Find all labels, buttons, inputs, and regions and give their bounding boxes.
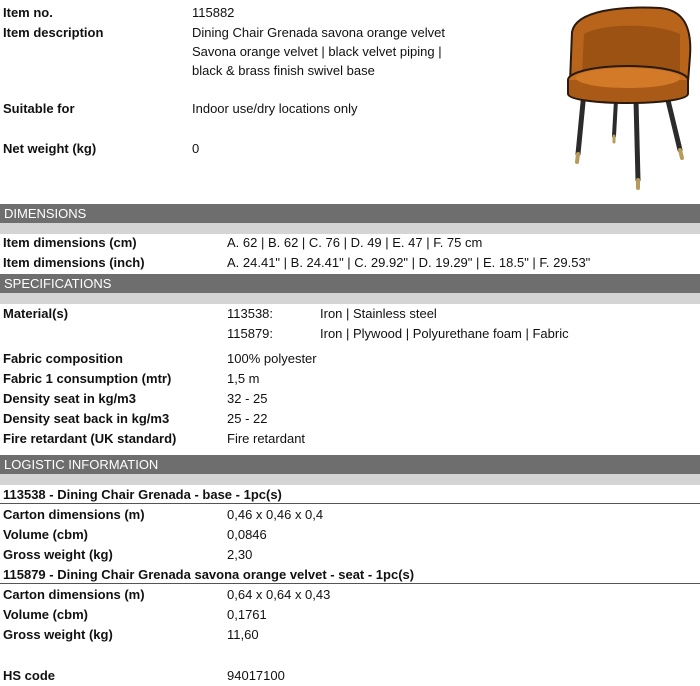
package-title: 113538 - Dining Chair Grenada - base - 1pc(s)	[3, 487, 282, 502]
spec-label: Density seat in kg/m3	[3, 391, 136, 406]
logistic-value: 0,0846	[227, 527, 267, 542]
dimensions-header-divider	[0, 223, 700, 234]
dimensions-inch-label: Item dimensions (inch)	[3, 255, 145, 270]
materials-label: Material(s)	[3, 306, 69, 321]
logistic-label: Gross weight (kg)	[3, 627, 113, 642]
spec-label: Fabric 1 consumption (mtr)	[3, 371, 172, 386]
specifications-header-divider	[0, 293, 700, 304]
logistic-label: Volume (cbm)	[3, 607, 88, 622]
hs-code-label: HS code	[3, 668, 56, 683]
hs-code-value: 94017100	[227, 668, 285, 683]
net-weight-value: 0	[192, 141, 200, 156]
item-no-label: Item no.	[3, 5, 53, 20]
item-description-line-3: black & brass finish swivel base	[192, 63, 375, 78]
chair-image-icon	[556, 4, 696, 192]
suitable-for-label: Suitable for	[3, 101, 75, 116]
dimensions-section-header: DIMENSIONS	[0, 204, 700, 223]
item-no-value: 115882	[192, 5, 235, 20]
logistic-label: Volume (cbm)	[3, 527, 88, 542]
spec-value: 100% polyester	[227, 351, 317, 366]
package-divider	[0, 503, 700, 504]
spec-label: Density seat back in kg/m3	[3, 411, 170, 426]
item-description-label: Item description	[3, 25, 104, 40]
dimensions-inch-value: A. 24.41" | B. 24.41" | C. 29.92" | D. 19.29" | E. 18.5" | F. 29.53"	[227, 255, 591, 270]
specifications-section-header: SPECIFICATIONS	[0, 274, 700, 293]
dimensions-cm-label: Item dimensions (cm)	[3, 235, 137, 250]
material-code: 115879:	[227, 326, 274, 341]
spec-value: 1,5 m	[227, 371, 260, 386]
package-divider	[0, 583, 700, 584]
logistic-label: Gross weight (kg)	[3, 547, 113, 562]
logistic-value: 11,60	[227, 627, 259, 642]
spec-value: 25 - 22	[227, 411, 268, 426]
spec-value: Fire retardant	[227, 431, 306, 446]
spec-value: 32 - 25	[227, 391, 268, 406]
spec-label: Fabric composition	[3, 351, 123, 366]
spec-label: Fire retardant (UK standard)	[3, 431, 177, 446]
net-weight-label: Net weight (kg)	[3, 141, 97, 156]
item-description-line-1: Dining Chair Grenada savona orange velvet	[192, 25, 445, 40]
material-code: 113538:	[227, 306, 274, 321]
logistic-value: 2,30	[227, 547, 253, 562]
dimensions-cm-value: A. 62 | B. 62 | C. 76 | D. 49 | E. 47 | F. 75 cm	[227, 235, 483, 250]
logistic-section-header: LOGISTIC INFORMATION	[0, 455, 700, 474]
material-value: Iron | Plywood | Polyurethane foam | Fabric	[320, 326, 569, 341]
logistic-header-divider	[0, 474, 700, 485]
logistic-value: 0,1761	[227, 607, 267, 622]
material-value: Iron | Stainless steel	[320, 306, 437, 321]
logistic-value: 0,64 x 0,64 x 0,43	[227, 587, 331, 602]
suitable-for-value: Indoor use/dry locations only	[192, 101, 358, 116]
logistic-label: Carton dimensions (m)	[3, 587, 145, 602]
package-title: 115879 - Dining Chair Grenada savona orange velvet - seat - 1pc(s)	[3, 567, 415, 582]
logistic-label: Carton dimensions (m)	[3, 507, 145, 522]
item-description-line-2: Savona orange velvet | black velvet piping |	[192, 44, 442, 59]
logistic-value: 0,46 x 0,46 x 0,4	[227, 507, 324, 522]
